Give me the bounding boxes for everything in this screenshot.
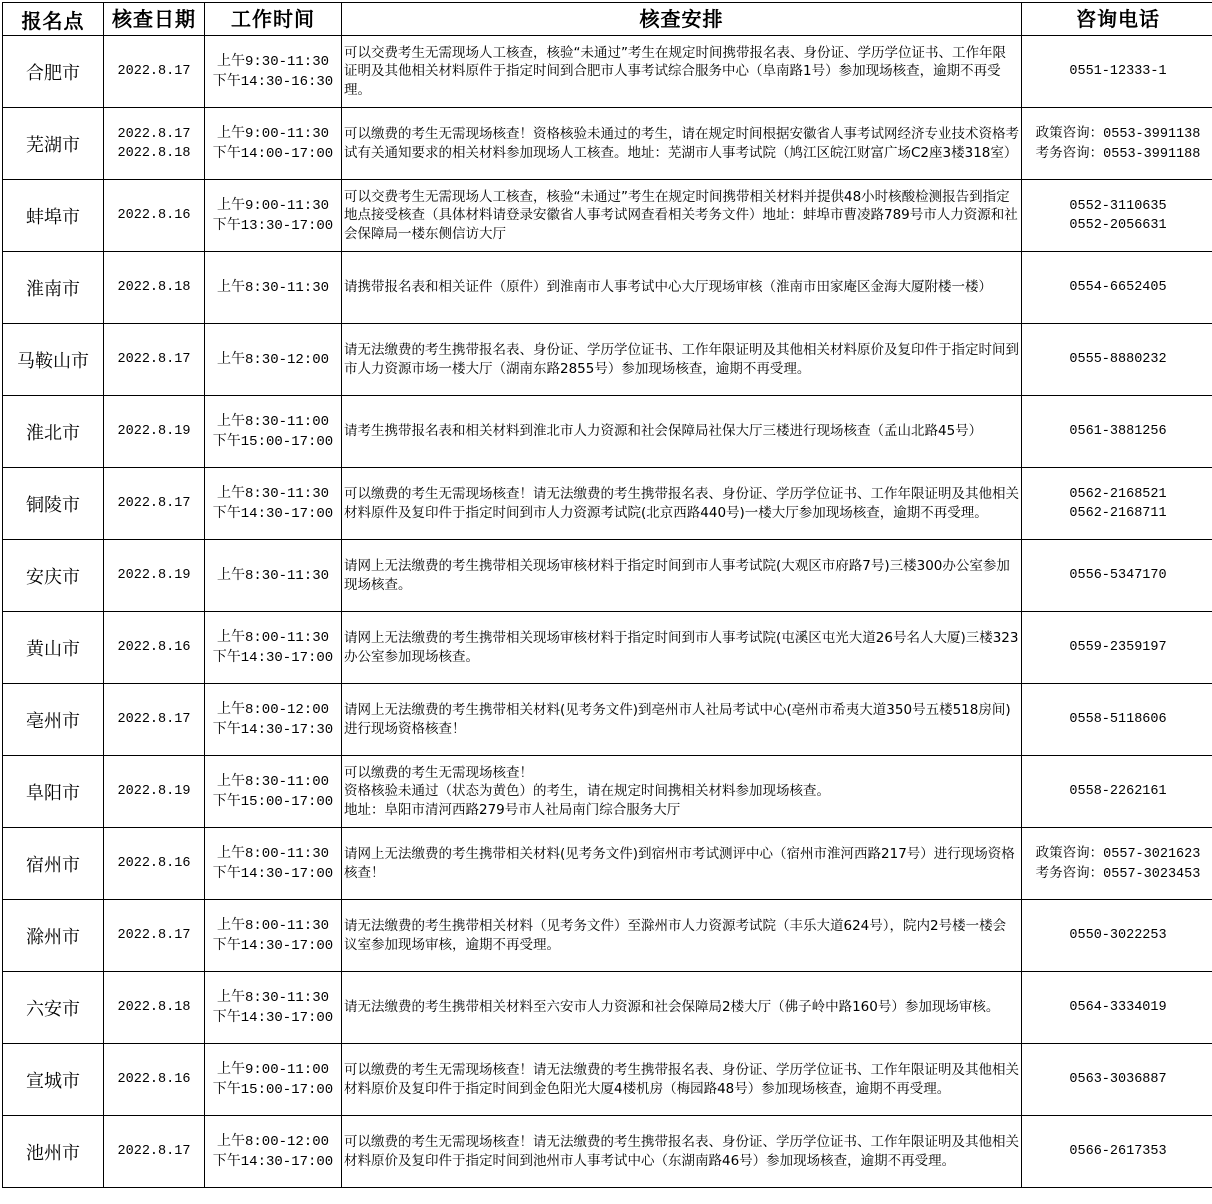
city-name: 淮北市 [26, 422, 80, 444]
city-cell [3, 540, 104, 612]
city-name: 蚌埠市 [26, 206, 80, 228]
work-hours-line [205, 720, 341, 740]
table-row [3, 252, 1212, 324]
work-hours-line [205, 566, 341, 586]
arrangement-cell [342, 972, 1022, 1044]
phone-line [1022, 124, 1212, 144]
city-cell [3, 468, 104, 540]
phone-line [1022, 566, 1212, 585]
time-range: 14:30-17:00 [240, 1153, 334, 1170]
work-hours-line [205, 72, 341, 92]
phone-label: 考务咨询： [1035, 144, 1104, 161]
time-range: 14:30-17:30 [240, 721, 334, 738]
time-cell [205, 1044, 342, 1116]
time-cell [205, 108, 342, 180]
phone-number: 0559-2359197 [1069, 640, 1167, 655]
phone-cell [1022, 324, 1212, 396]
city-name: 六安市 [26, 998, 80, 1020]
date-cell [104, 900, 205, 972]
phone-number: 0562-2168711 [1069, 505, 1167, 521]
city-cell [3, 396, 104, 468]
time-range: 15:00-17:00 [240, 433, 334, 450]
phone-line [1022, 216, 1212, 235]
time-period: 上午 [216, 412, 245, 429]
phone-number: 0553-3991138 [1103, 126, 1201, 142]
time-range: 8:30-11:00 [244, 413, 329, 430]
city-cell [3, 36, 104, 108]
time-range: 8:00-11:30 [244, 845, 329, 862]
arrangement-text: 可以缴费的考生无需现场核查！请无法缴费的考生携带报名表、身份证、学历学位证书、工作年限证明及其他相关材料原件及复印件于指定时间到市人力资源考试院(北京西路440号)一楼大厅参加现场核查，逾期不再受理。 [344, 486, 1019, 521]
phone-line [1022, 197, 1212, 216]
arrangement-text: 可以缴费的考生无需现场核查！资格核验未通过的考生，请在规定时间根据安徽省人事考试网经济专业技术资格考试有关通知要求的相关材料参加现场人工核查。地址：芜湖市人事考试院（鸠江区皖江财富广场C2座3楼318室） [344, 126, 1019, 161]
phone-number: 0557-3023453 [1103, 866, 1201, 882]
time-period: 上午 [216, 52, 245, 69]
arrangement-cell [342, 396, 1022, 468]
time-range: 14:30-16:30 [240, 73, 334, 90]
time-period: 下午 [212, 864, 241, 881]
work-hours-line [205, 484, 341, 504]
city-name: 淮南市 [26, 278, 80, 300]
time-range: 8:30-11:30 [244, 989, 329, 1006]
phone-number: 0561-3881256 [1069, 424, 1167, 439]
phone-line [1022, 350, 1212, 369]
phone-line [1022, 504, 1212, 523]
work-hours-line [205, 412, 341, 432]
check-date: 2022.8.16 [117, 856, 191, 871]
city-cell [3, 252, 104, 324]
time-period: 上午 [216, 844, 245, 861]
date-cell [104, 468, 205, 540]
time-cell [205, 180, 342, 252]
arrangement-cell [342, 540, 1022, 612]
phone-label: 考务咨询： [1035, 864, 1104, 881]
time-cell [205, 612, 342, 684]
city-cell [3, 972, 104, 1044]
work-hours-line [205, 700, 341, 720]
date-cell [104, 612, 205, 684]
phone-cell [1022, 1116, 1212, 1188]
arrangement-line: 资格核验未通过（状态为黄色）的考生，请在规定时间携相关材料参加现场核查。 [344, 783, 830, 800]
arrangement-text: 请网上无法缴费的考生携带相关现场审核材料于指定时间到市人事考试院(大观区市府路7号)三楼300办公室参加现场核查。 [344, 558, 1010, 593]
work-hours-line [205, 916, 341, 936]
check-date: 2022.8.18 [117, 145, 191, 161]
time-cell [205, 684, 342, 756]
time-cell [205, 756, 342, 828]
arrangement-text: 可以缴费的考生无需现场核查！请无法缴费的考生携带报名表、身份证、学历学位证书、工作年限证明及其他相关材料原价及复印件于指定时间到金色阳光大厦4楼机房（梅园路48号）参加现场核查，逾期不再受理。 [344, 1062, 1019, 1097]
city-cell [3, 900, 104, 972]
city-name: 池州市 [26, 1142, 80, 1164]
time-cell [205, 540, 342, 612]
date-cell [104, 180, 205, 252]
arrangement-text: 请无法缴费的考生携带报名表、身份证、学历学位证书、工作年限证明及其他相关材料原价及复印件于指定时间到市人力资源市场一楼大厅（湖南东路2855号）参加现场核查，逾期不再受理。 [344, 342, 1019, 377]
phone-line [1022, 1142, 1212, 1161]
date-cell [104, 828, 205, 900]
phone-cell [1022, 612, 1212, 684]
date-cell [104, 756, 205, 828]
city-cell [3, 180, 104, 252]
check-date: 2022.8.16 [117, 1072, 191, 1087]
phone-cell [1022, 396, 1212, 468]
table-row [3, 972, 1212, 1044]
phone-line [1022, 62, 1212, 81]
time-period: 上午 [216, 916, 245, 933]
check-date: 2022.8.17 [117, 1144, 191, 1159]
city-cell [3, 1044, 104, 1116]
phone-line [1022, 422, 1212, 441]
work-hours-line [205, 1008, 341, 1028]
phone-cell [1022, 900, 1212, 972]
time-period: 上午 [216, 484, 245, 501]
arrangement-cell [342, 900, 1022, 972]
work-hours-line [205, 124, 341, 144]
work-hours-line [205, 1060, 341, 1080]
date-cell [104, 36, 205, 108]
city-name: 合肥市 [26, 62, 80, 84]
time-period: 下午 [212, 72, 241, 89]
date-cell [104, 108, 205, 180]
time-period: 上午 [216, 1060, 245, 1077]
time-range: 14:30-17:00 [240, 649, 334, 666]
date-cell [104, 684, 205, 756]
time-range: 9:00-11:30 [244, 125, 329, 142]
date-cell [104, 396, 205, 468]
header-time: 工作时间 [205, 3, 342, 36]
date-cell [104, 972, 205, 1044]
check-date: 2022.8.16 [117, 208, 191, 223]
city-name: 黄山市 [26, 638, 80, 660]
city-cell [3, 324, 104, 396]
time-period: 下午 [212, 1008, 241, 1025]
time-period: 下午 [212, 144, 241, 161]
phone-cell [1022, 108, 1212, 180]
time-range: 8:30-11:30 [244, 485, 329, 502]
arrangement-text: 可以交费考生无需现场人工核查，核验“未通过”考生在规定时间携带报名表、身份证、学历学位证书、工作年限证明及其他相关材料原件于指定时间到合肥市人事考试综合服务中心（阜南路1号）参加现场核查，逾期不再受理。 [344, 44, 1006, 98]
table-body [3, 36, 1212, 1188]
phone-cell [1022, 1044, 1212, 1116]
phone-number: 0556-5347170 [1069, 568, 1167, 583]
time-period: 下午 [212, 1152, 241, 1169]
city-name: 马鞍山市 [17, 350, 89, 372]
phone-cell [1022, 828, 1212, 900]
phone-number: 0552-3110635 [1069, 198, 1167, 214]
phone-label: 政策咨询： [1035, 124, 1104, 141]
time-range: 14:30-17:00 [240, 937, 334, 954]
time-period: 上午 [216, 124, 245, 141]
time-range: 13:30-17:00 [240, 217, 334, 234]
work-hours-line [205, 216, 341, 236]
city-cell [3, 684, 104, 756]
city-cell [3, 108, 104, 180]
time-period: 上午 [216, 772, 245, 789]
phone-cell [1022, 684, 1212, 756]
arrangement-cell [342, 828, 1022, 900]
work-hours-line [205, 432, 341, 452]
phone-number: 0564-3334019 [1069, 1000, 1167, 1015]
time-range: 8:30-11:00 [244, 773, 329, 790]
check-date: 2022.8.17 [117, 928, 191, 943]
time-range: 14:00-17:00 [240, 145, 334, 162]
phone-line [1022, 864, 1212, 884]
phone-number: 0562-2168521 [1069, 486, 1167, 502]
phone-number: 0558-2262161 [1069, 784, 1167, 799]
phone-line [1022, 144, 1212, 164]
work-hours-line [205, 1080, 341, 1100]
table-row [3, 36, 1212, 108]
time-period: 上午 [216, 988, 245, 1005]
date-cell [104, 324, 205, 396]
phone-line [1022, 638, 1212, 657]
header-city: 报名点 [3, 3, 104, 36]
arrangement-text: 请网上无法缴费的考生携带相关材料(见考务文件)到亳州市人社局考试中心(亳州市希夷大道350号五楼518房间)进行现场资格核查！ [344, 702, 1011, 737]
city-name: 芜湖市 [26, 134, 80, 156]
phone-line [1022, 926, 1212, 945]
time-period: 下午 [212, 792, 241, 809]
verification-schedule-table [2, 2, 1212, 1188]
work-hours-line [205, 844, 341, 864]
table-row [3, 612, 1212, 684]
phone-number: 0557-3021623 [1103, 846, 1201, 862]
work-hours-line [205, 144, 341, 164]
phone-number: 0554-6652405 [1069, 280, 1167, 295]
table-row [3, 324, 1212, 396]
arrangement-cell [342, 684, 1022, 756]
time-range: 9:00-11:00 [244, 1061, 329, 1078]
date-cell [104, 540, 205, 612]
city-cell [3, 612, 104, 684]
city-name: 铜陵市 [26, 494, 80, 516]
phone-line [1022, 782, 1212, 801]
work-hours-line [205, 504, 341, 524]
check-date: 2022.8.19 [117, 568, 191, 583]
check-date: 2022.8.17 [117, 126, 191, 142]
phone-number: 0563-3036887 [1069, 1072, 1167, 1087]
table-row [3, 468, 1212, 540]
time-range: 14:30-17:00 [240, 1009, 334, 1026]
check-date: 2022.8.18 [117, 1000, 191, 1015]
phone-number: 0553-3991188 [1103, 146, 1201, 162]
time-range: 14:30-17:00 [240, 865, 334, 882]
check-date: 2022.8.18 [117, 280, 191, 295]
arrangement-text: 请网上无法缴费的考生携带相关现场审核材料于指定时间到市人事考试院(屯溪区屯光大道26号名人大厦)三楼323办公室参加现场核查。 [344, 630, 1019, 665]
time-range: 15:00-17:00 [240, 1081, 334, 1098]
table-row [3, 756, 1212, 828]
city-cell [3, 1116, 104, 1188]
arrangement-text: 请无法缴费的考生携带相关材料（见考务文件）至滁州市人力资源考试院（丰乐大道624号），院内2号楼一楼会议室参加现场审核，逾期不再受理。 [344, 918, 1007, 953]
table-row [3, 684, 1212, 756]
work-hours-line [205, 1132, 341, 1152]
city-name: 宣城市 [26, 1070, 80, 1092]
check-date: 2022.8.19 [117, 424, 191, 439]
time-range: 8:00-12:00 [244, 701, 329, 718]
work-hours-line [205, 792, 341, 812]
check-date: 2022.8.17 [117, 352, 191, 367]
city-name: 亳州市 [26, 710, 80, 732]
time-period: 上午 [216, 1132, 245, 1149]
table-row [3, 1044, 1212, 1116]
time-cell [205, 324, 342, 396]
time-range: 15:00-17:00 [240, 793, 334, 810]
city-cell [3, 828, 104, 900]
time-period: 下午 [212, 432, 241, 449]
phone-cell [1022, 252, 1212, 324]
phone-line [1022, 1070, 1212, 1089]
arrangement-text: 请网上无法缴费的考生携带相关材料(见考务文件)到宿州市考试测评中心（宿州市淮河西路217号）进行现场资格核查！ [344, 846, 1015, 881]
phone-line [1022, 844, 1212, 864]
time-cell [205, 828, 342, 900]
arrangement-cell [342, 252, 1022, 324]
time-range: 9:30-11:30 [244, 53, 329, 70]
arrangement-text: 请无法缴费的考生携带相关材料至六安市人力资源和社会保障局2楼大厅（佛子岭中路160号）参加现场审核。 [344, 999, 1000, 1016]
time-range: 8:00-11:30 [244, 917, 329, 934]
time-cell [205, 900, 342, 972]
city-name: 宿州市 [26, 854, 80, 876]
arrangement-line: 可以缴费的考生无需现场核查！ [344, 764, 533, 781]
time-range: 8:00-12:00 [244, 1133, 329, 1150]
phone-cell [1022, 756, 1212, 828]
header-date: 核查日期 [104, 3, 205, 36]
arrangement-cell [342, 180, 1022, 252]
work-hours-line [205, 648, 341, 668]
header-row [3, 3, 1212, 36]
time-period: 上午 [216, 628, 245, 645]
arrangement-cell [342, 612, 1022, 684]
time-range: 8:00-11:30 [244, 629, 329, 646]
city-name: 滁州市 [26, 926, 80, 948]
check-date: 2022.8.19 [117, 784, 191, 799]
phone-label: 政策咨询： [1035, 844, 1104, 861]
table-row [3, 180, 1212, 252]
table-row [3, 396, 1212, 468]
city-name: 安庆市 [26, 566, 80, 588]
phone-number: 0558-5118606 [1069, 712, 1167, 727]
time-cell [205, 36, 342, 108]
time-period: 下午 [212, 936, 241, 953]
work-hours-line [205, 196, 341, 216]
arrangement-cell [342, 756, 1022, 828]
work-hours-line [205, 988, 341, 1008]
time-period: 下午 [212, 720, 241, 737]
arrangement-cell [342, 36, 1022, 108]
arrangement-text: 可以交费考生无需现场人工核查，核验“未通过”考生在规定时间携带相关材料并提供48小时核酸检测报告到指定地点接受核查（具体材料请登录安徽省人事考试网查看相关考务文件）地址：蚌埠市曹凌路789号市人力资源和社会保障局一楼东侧信访大厅 [344, 188, 1018, 242]
phone-cell [1022, 972, 1212, 1044]
header-arrangement: 核查安排 [342, 3, 1022, 36]
phone-line [1022, 710, 1212, 729]
time-range: 8:30-12:00 [244, 351, 329, 368]
phone-number: 0551-12333-1 [1069, 64, 1167, 79]
work-hours-line [205, 1152, 341, 1172]
date-cell [104, 252, 205, 324]
time-range: 8:30-11:30 [244, 567, 329, 584]
phone-line [1022, 998, 1212, 1017]
time-period: 上午 [216, 196, 245, 213]
work-hours-line [205, 52, 341, 72]
arrangement-cell [342, 468, 1022, 540]
time-period: 上午 [216, 700, 245, 717]
time-range: 8:30-11:30 [244, 279, 329, 296]
phone-line [1022, 278, 1212, 297]
arrangement-cell [342, 108, 1022, 180]
header-phone: 咨询电话 [1022, 3, 1212, 36]
work-hours-line [205, 936, 341, 956]
time-cell [205, 252, 342, 324]
time-period: 下午 [212, 216, 241, 233]
time-period: 下午 [212, 648, 241, 665]
phone-cell [1022, 468, 1212, 540]
time-period: 下午 [212, 1080, 241, 1097]
arrangement-cell [342, 324, 1022, 396]
phone-number: 0555-8880232 [1069, 352, 1167, 367]
table-row [3, 1116, 1212, 1188]
time-period: 上午 [216, 566, 245, 583]
work-hours-line [205, 628, 341, 648]
time-period: 下午 [212, 504, 241, 521]
table-row [3, 828, 1212, 900]
work-hours-line [205, 350, 341, 370]
check-date: 2022.8.16 [117, 640, 191, 655]
date-cell [104, 1044, 205, 1116]
phone-cell [1022, 540, 1212, 612]
check-date: 2022.8.17 [117, 712, 191, 727]
arrangement-text: 可以缴费的考生无需现场核查！请无法缴费的考生携带报名表、身份证、学历学位证书、工作年限证明及其他相关材料原价及复印件于指定时间到池州市人事考试中心（东湖南路46号）参加现场核查，逾期不再受理。 [344, 1134, 1019, 1169]
work-hours-line [205, 772, 341, 792]
arrangement-line: 地址：阜阳市清河西路279号市人社局南门综合服务大厅 [344, 801, 681, 818]
time-cell [205, 972, 342, 1044]
phone-number: 0550-3022253 [1069, 928, 1167, 943]
phone-line [1022, 485, 1212, 504]
work-hours-line [205, 278, 341, 298]
phone-cell [1022, 36, 1212, 108]
city-name: 阜阳市 [26, 782, 80, 804]
city-cell [3, 756, 104, 828]
table-row [3, 108, 1212, 180]
time-range: 9:00-11:30 [244, 197, 329, 214]
phone-number: 0552-2056631 [1069, 217, 1167, 233]
arrangement-text: 请携带报名表和相关证件（原件）到淮南市人事考试中心大厅现场审核（淮南市田家庵区金海大厦附楼一楼） [344, 279, 992, 296]
time-period: 上午 [216, 278, 245, 295]
phone-cell [1022, 180, 1212, 252]
arrangement-text: 请考生携带报名表和相关材料到淮北市人力资源和社会保障局社保大厅三楼进行现场核查（孟山北路45号） [344, 423, 983, 440]
time-range: 14:30-17:00 [240, 505, 334, 522]
check-date: 2022.8.17 [117, 496, 191, 511]
table-row [3, 900, 1212, 972]
arrangement-cell [342, 1044, 1022, 1116]
time-period: 上午 [216, 350, 245, 367]
date-cell [104, 1116, 205, 1188]
time-cell [205, 468, 342, 540]
check-date: 2022.8.17 [117, 64, 191, 79]
phone-number: 0566-2617353 [1069, 1144, 1167, 1159]
work-hours-line [205, 864, 341, 884]
time-cell [205, 396, 342, 468]
arrangement-cell [342, 1116, 1022, 1188]
time-cell [205, 1116, 342, 1188]
table-row [3, 540, 1212, 612]
